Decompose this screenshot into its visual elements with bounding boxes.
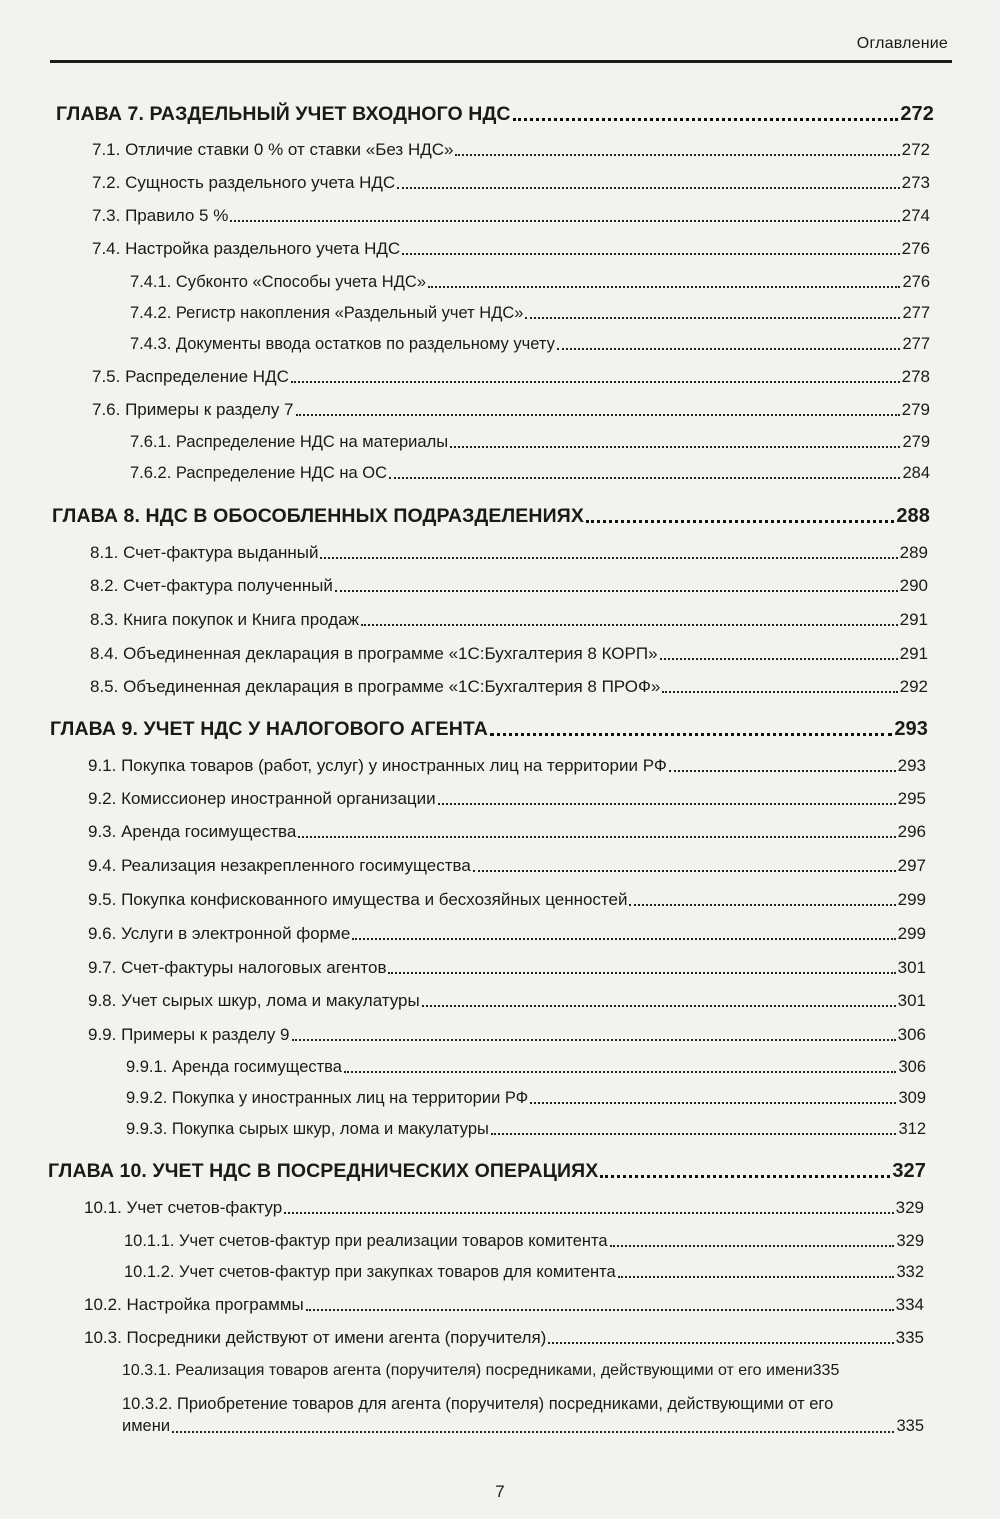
toc-entry-label: 7.3. Правило 5 % [92, 206, 229, 225]
leader-dots [610, 1245, 895, 1247]
header-rule [50, 60, 952, 63]
toc-entry-label: 9.8. Учет сырых шкур, лома и макулатуры [88, 991, 420, 1010]
toc-subsection-9-9-1[interactable] [126, 1058, 926, 1077]
leader-dots [284, 1212, 893, 1214]
leader-dots [422, 1005, 896, 1007]
leader-dots [306, 1309, 894, 1311]
leader-dots [335, 590, 898, 592]
toc-section-9-2[interactable] [88, 789, 926, 809]
toc-subsection-7-4-2[interactable] [130, 304, 930, 323]
toc-entry-label: 10.2. Настройка программы [84, 1295, 304, 1314]
toc-section-10-2[interactable] [84, 1295, 924, 1315]
toc-entry-label: ГЛАВА 10. УЧЕТ НДС В ПОСРЕДНИЧЕСКИХ ОПЕРАЦИЯХ [48, 1160, 599, 1182]
toc-entry-label: 9.3. Аренда госимущества [88, 822, 297, 841]
leader-dots [513, 118, 899, 121]
leader-dots [292, 1039, 896, 1041]
leader-dots [296, 414, 900, 416]
toc-entry-label: 7.4.2. Регистр накопления «Раздельный учет НДС» [130, 304, 524, 322]
leader-dots [525, 317, 900, 319]
leader-dots [490, 733, 892, 736]
toc-subsection-7-4-1[interactable] [130, 273, 930, 292]
toc-entry-page: 289 [899, 543, 928, 562]
leader-dots [450, 446, 900, 448]
toc-entry-label: 9.9.2. Покупка у иностранных лиц на территории РФ [126, 1089, 529, 1107]
toc-entry-label: 9.9.3. Покупка сырых шкур, лома и макулатуры [126, 1120, 489, 1138]
leader-dots [586, 520, 894, 523]
toc-subsection-10-1-2[interactable] [124, 1263, 924, 1282]
toc-section-7-2[interactable] [92, 173, 930, 193]
toc-entry-page: 293 [894, 718, 928, 740]
leader-dots [298, 836, 895, 838]
toc-section-8-2[interactable] [90, 576, 928, 596]
toc-entry-page: 288 [896, 505, 930, 527]
toc-section-8-4[interactable] [90, 644, 928, 664]
toc-entry-page: 301 [897, 991, 926, 1010]
leader-dots [344, 1071, 897, 1073]
toc-entry-page: 329 [895, 1198, 924, 1217]
toc-entry-label: 7.1. Отличие ставки 0 % от ставки «Без НДС» [92, 140, 454, 159]
toc-entry-label: 10.3.1. Реализация товаров агента (поручителя) посредниками, действующими от его имени [122, 1362, 813, 1379]
toc-entry-page: 335 [895, 1328, 924, 1347]
running-header: Оглавление [856, 35, 948, 52]
toc-entry-label: 9.9.1. Аренда госимущества [126, 1058, 342, 1076]
leader-dots [557, 348, 901, 350]
toc-subsection-10-3-1[interactable] [122, 1362, 924, 1380]
toc-entry-page: 327 [892, 1160, 926, 1182]
toc-entry-line2 [122, 1415, 924, 1437]
toc-entry-page: 272 [901, 140, 930, 159]
leader-dots [530, 1102, 896, 1104]
toc-entry-label: 10.1.2. Учет счетов-фактур при закупках товаров для комитента [124, 1263, 616, 1281]
toc-subsection-7-4-3[interactable] [130, 335, 930, 354]
leader-dots [438, 803, 896, 805]
toc-entry-label: ГЛАВА 9. УЧЕТ НДС У НАЛОГОВОГО АГЕНТА [50, 718, 488, 740]
toc-entry-page: 329 [896, 1232, 924, 1250]
toc-entry-page: 301 [897, 958, 926, 977]
toc-entry-label: 7.5. Распределение НДС [92, 367, 289, 386]
toc-section-7-3[interactable] [92, 206, 930, 226]
toc-chapter-8[interactable] [52, 505, 930, 528]
toc-entry-page: 293 [897, 756, 926, 775]
toc-entry-page: 279 [901, 400, 930, 419]
toc-entry-label: 9.9. Примеры к разделу 9 [88, 1025, 290, 1044]
leader-dots [629, 904, 895, 906]
toc-entry-label: ГЛАВА 7. РАЗДЕЛЬНЫЙ УЧЕТ ВХОДНОГО НДС [56, 103, 511, 125]
leader-dots [491, 1133, 897, 1135]
toc-entry-page: 295 [897, 789, 926, 808]
toc-entry-page: 284 [902, 464, 930, 482]
leader-dots [388, 972, 895, 974]
toc-entry-label-line2: имени [122, 1417, 171, 1435]
toc-entry-label: 10.3. Посредники действуют от имени агента (поручителя) [84, 1328, 547, 1347]
toc-subsection-9-9-3[interactable] [126, 1120, 926, 1139]
toc-entry-label: 9.1. Покупка товаров (работ, услуг) у иностранных лиц на территории РФ [88, 756, 667, 775]
leader-dots [172, 1431, 894, 1433]
toc-entry-page: 276 [902, 273, 930, 291]
toc-entry-label: ГЛАВА 8. НДС В ОБОСОБЛЕННЫХ ПОДРАЗДЕЛЕНИЯХ [52, 505, 584, 527]
leader-dots [397, 187, 899, 189]
toc-entry-page: 335 [896, 1417, 924, 1435]
toc-section-7-1[interactable] [92, 140, 930, 160]
toc-entry-page: 274 [901, 206, 930, 225]
toc-entry-page: 272 [900, 103, 934, 125]
toc-entry-page: 273 [901, 173, 930, 192]
toc-chapter-10[interactable] [48, 1160, 926, 1183]
toc-entry-label: 7.4.3. Документы ввода остатков по раздельному учету [130, 335, 555, 353]
toc-chapter-7[interactable] [56, 103, 934, 126]
toc-entry-page: 296 [897, 822, 926, 841]
toc-entry-label: 9.2. Комиссионер иностранной организации [88, 789, 436, 808]
toc-subsection-7-6-1[interactable] [130, 433, 930, 452]
toc-entry-page: 290 [899, 576, 928, 595]
leader-dots [473, 870, 896, 872]
leader-dots [618, 1276, 895, 1278]
toc-section-10-1[interactable] [84, 1198, 924, 1218]
leader-dots [669, 770, 896, 772]
toc-subsection-10-1-1[interactable] [124, 1232, 924, 1251]
toc-entry-label: 8.2. Счет-фактура полученный [90, 576, 333, 595]
toc-subsection-7-6-2[interactable] [130, 464, 930, 483]
toc-section-9-3[interactable] [88, 822, 926, 842]
toc-entry-page: 309 [898, 1089, 926, 1107]
toc-entry-label: 8.5. Объединенная декларация в программе «1С:Бухгалтерия 8 ПРОФ» [90, 677, 661, 696]
toc-entry-page: 278 [901, 367, 930, 386]
leader-dots [402, 253, 899, 255]
toc-entry-label: 7.2. Сущность раздельного учета НДС [92, 173, 396, 192]
toc-entry-page: 291 [899, 610, 928, 629]
toc-entry-label: 7.4.1. Субконто «Способы учета НДС» [130, 273, 426, 291]
toc-entry-page: 291 [899, 644, 928, 663]
toc-section-7-5[interactable] [92, 367, 930, 387]
toc-entry-page: 334 [895, 1295, 924, 1314]
toc-entry-page: 297 [897, 856, 926, 875]
leader-dots [600, 1175, 890, 1178]
toc-section-8-5[interactable] [90, 677, 928, 697]
toc-section-10-3[interactable] [84, 1328, 924, 1348]
leader-dots [455, 154, 899, 156]
toc-entry-page: 306 [898, 1058, 926, 1076]
leader-dots [230, 220, 899, 222]
toc-entry-page: 279 [902, 433, 930, 451]
toc-entry-label: 9.6. Услуги в электронной форме [88, 924, 351, 943]
toc-section-9-7[interactable] [88, 958, 926, 978]
toc-entry-label: 10.1. Учет счетов-фактур [84, 1198, 283, 1217]
toc-entry-page: 312 [898, 1120, 926, 1138]
toc-entry-label: 9.4. Реализация незакрепленного госимущества [88, 856, 471, 875]
toc-subsection-9-9-2[interactable] [126, 1089, 926, 1108]
toc-entry-label: 7.4. Настройка раздельного учета НДС [92, 239, 401, 258]
toc-section-8-3[interactable] [90, 610, 928, 630]
toc-entry-page: 332 [896, 1263, 924, 1281]
toc-entry-label: 8.3. Книга покупок и Книга продаж [90, 610, 359, 629]
toc-section-7-6[interactable] [92, 400, 930, 420]
page-number: 7 [495, 1482, 505, 1501]
toc-entry-page: 299 [897, 924, 926, 943]
toc-entry-page: 335 [812, 1362, 840, 1379]
leader-dots [352, 938, 895, 940]
toc-section-7-4[interactable] [92, 239, 930, 259]
toc-entry-page: 277 [902, 335, 930, 353]
toc-entry-label: 9.5. Покупка конфискованного имущества и бесхозяйных ценностей [88, 890, 628, 909]
toc-entry-label: 7.6.2. Распределение НДС на ОС [130, 464, 388, 482]
toc-section-9-9[interactable] [88, 1025, 926, 1045]
toc-chapter-9[interactable] [50, 718, 928, 741]
leader-dots [291, 381, 900, 383]
leader-dots [660, 658, 898, 660]
toc-section-9-8[interactable] [88, 991, 926, 1011]
toc-entry-page: 299 [897, 890, 926, 909]
toc-entry-page: 306 [897, 1025, 926, 1044]
toc-entry-page: 276 [901, 239, 930, 258]
leader-dots [428, 286, 900, 288]
toc-entry-label: 7.6.1. Распределение НДС на материалы [130, 433, 449, 451]
toc-section-8-1[interactable] [90, 543, 928, 563]
toc-entry-label-line1: 10.3.2. Приобретение товаров для агента (поручителя) посредниками, действующими от его [122, 1395, 834, 1413]
toc-entry-label: 10.1.1. Учет счетов-фактур при реализации товаров комитента [124, 1232, 608, 1250]
toc-entry-label: 7.6. Примеры к разделу 7 [92, 400, 294, 419]
leader-dots [320, 557, 897, 559]
toc-entry-page: 277 [902, 304, 930, 322]
toc-entry-label: 8.4. Объединенная декларация в программе «1С:Бухгалтерия 8 КОРП» [90, 644, 658, 663]
toc-entry-label: 9.7. Счет-фактуры налоговых агентов [88, 958, 387, 977]
leader-dots [548, 1342, 893, 1344]
toc-section-9-4[interactable] [88, 856, 926, 876]
toc-entry-page: 292 [899, 677, 928, 696]
toc-section-9-1[interactable] [88, 756, 926, 776]
toc-subsection-10-3-2[interactable] [122, 1393, 924, 1437]
leader-dots [361, 624, 898, 626]
leader-dots [662, 691, 897, 693]
toc-entry-label: 8.1. Счет-фактура выданный [90, 543, 319, 562]
toc-section-9-6[interactable] [88, 924, 926, 944]
leader-dots [389, 477, 900, 479]
toc-section-9-5[interactable] [88, 890, 926, 910]
